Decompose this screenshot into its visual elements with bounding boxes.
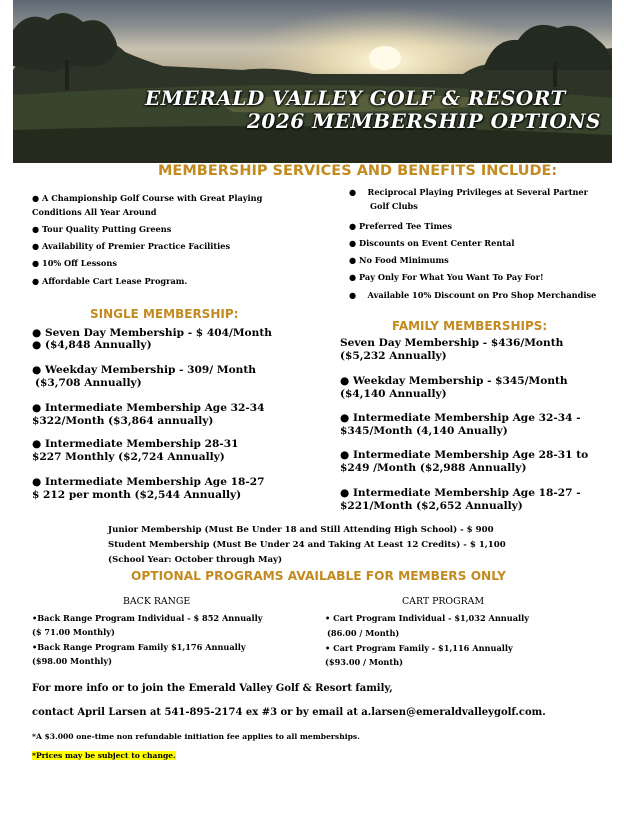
list-item: ● Intermediate Membership Age 18-27 - (340, 487, 581, 499)
resort-title: EMERALD VALLEY GOLF & RESORT (145, 86, 566, 110)
list-item: ($5,232 Annually) (340, 350, 447, 362)
list-item: ● No Food Minimums (349, 255, 449, 265)
list-item: ● 10% Off Lessons (32, 258, 117, 268)
back-range-title: BACK RANGE (123, 596, 191, 607)
list-item: ● Affordable Cart Lease Program. (32, 276, 188, 286)
list-item: (86.00 / Month) (327, 628, 400, 638)
list-item: $ 212 per month ($2,544 Annually) (32, 489, 242, 501)
list-item: ● Weekday Membership - $345/Month (340, 375, 568, 387)
list-item: •Back Range Program Family $1,176 Annually (32, 642, 246, 652)
golf-course-photo (13, 0, 612, 163)
services-heading: MEMBERSHIP SERVICES AND BENEFITS INCLUDE: (158, 163, 558, 179)
list-item: $345/Month (4,140 Anually) (340, 425, 508, 437)
list-item: $227 Monthly ($2,724 Annually) (32, 451, 225, 463)
list-item: ● Reciprocal Playing Privileges at Several Partner (349, 187, 588, 197)
list-item: ($98.00 Monthly) (32, 656, 113, 666)
list-item: Seven Day Membership - $436/Month (340, 337, 564, 349)
single-membership-heading: SINGLE MEMBERSHIP: (90, 307, 239, 321)
list-item: ● Preferred Tee Times (349, 221, 452, 231)
list-item: ● Seven Day Membership - $ 404/Month (32, 327, 272, 339)
junior-membership: Junior Membership (Must Be Under 18 and Still Attending High School) - $ 900 (108, 525, 494, 535)
list-item: ($ 71.00 Monthly) (32, 627, 115, 637)
list-item: ● Intermediate Membership 28-31 (32, 438, 239, 450)
list-item: ● Discounts on Event Center Rental (349, 238, 515, 248)
list-item: •Back Range Program Individual - $ 852 Annually (32, 613, 263, 623)
school-year-note: (School Year: October through May) (108, 555, 283, 565)
list-item: ($93.00 / Month) (325, 657, 403, 667)
list-item: Golf Clubs (370, 201, 418, 211)
list-item: ● Intermediate Membership Age 32-34 - (340, 412, 581, 424)
membership-year-title: 2026 MEMBERSHIP OPTIONS (247, 109, 601, 133)
list-item: ($4,140 Annually) (340, 388, 447, 400)
list-item: $249 /Month ($2,988 Annually) (340, 462, 527, 474)
list-item: • Cart Program Family - $1,116 Annually (325, 643, 513, 653)
price-disclaimer: *Prices may be subject to change. (32, 751, 176, 760)
initiation-fee-note: *A $3.000 one-time non refundable initiation fee applies to all memberships. (32, 732, 360, 741)
list-item: $322/Month ($3,864 annually) (32, 415, 214, 427)
list-item: Conditions All Year Around (32, 207, 157, 217)
list-item: ● Weekday Membership - 309/ Month (32, 364, 256, 376)
list-item: ● Availability of Premier Practice Facilities (32, 241, 231, 251)
optional-programs-heading: OPTIONAL PROGRAMS AVAILABLE FOR MEMBERS ONLY (131, 569, 506, 583)
list-item: ● Intermediate Membership Age 18-27 (32, 476, 265, 488)
list-item: ● A Championship Golf Course with Great Playing (32, 193, 263, 203)
info-line-1: For more info or to join the Emerald Valley Golf & Resort family, (32, 683, 393, 694)
family-membership-heading: FAMILY MEMBERSHIPS: (392, 319, 548, 333)
contact-line: contact April Larsen at 541-895-2174 ex #3 or by email at a.larsen@emeraldvalleygolf.com. (32, 707, 546, 718)
list-item: ● Intermediate Membership Age 28-31 to (340, 449, 589, 461)
student-membership: Student Membership (Must Be Under 24 and Taking At Least 12 Credits) - $ 1,100 (108, 540, 506, 550)
cart-program-title: CART PROGRAM (402, 596, 485, 607)
list-item: ● ($4,848 Annually) (32, 339, 152, 351)
list-item: ● Tour Quality Putting Greens (32, 224, 172, 234)
list-item: • Cart Program Individual - $1,032 Annually (325, 613, 529, 623)
list-item: ● Available 10% Discount on Pro Shop Merchandise (349, 290, 597, 300)
list-item: $221/Month ($2,652 Annually) (340, 500, 523, 512)
list-item: ● Intermediate Membership Age 32-34 (32, 402, 265, 414)
list-item: ● Pay Only For What You Want To Pay For! (349, 272, 544, 282)
header-banner (13, 0, 612, 163)
list-item: ($3,708 Annually) (35, 377, 142, 389)
